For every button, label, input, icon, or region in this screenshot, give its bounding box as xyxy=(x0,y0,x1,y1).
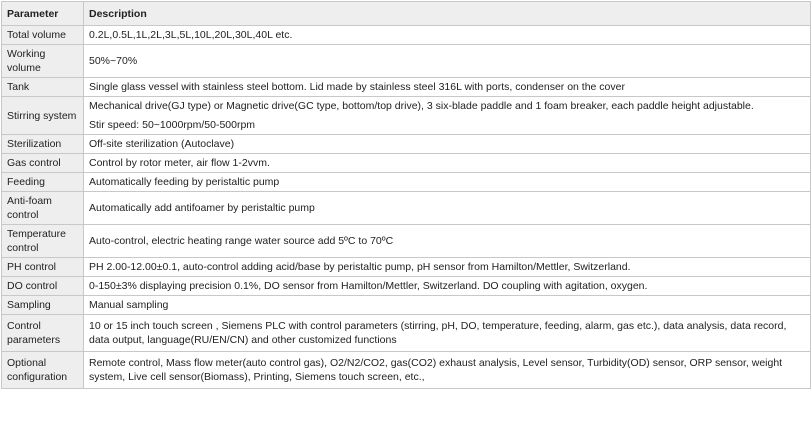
description-cell xyxy=(84,26,811,45)
description-cell xyxy=(84,45,811,78)
parameter-cell: Sampling xyxy=(2,296,84,315)
spec-table xyxy=(1,1,811,389)
description-cell xyxy=(84,352,811,389)
table-row xyxy=(2,192,811,225)
table-row xyxy=(2,135,811,154)
parameter-cell: Tank xyxy=(2,78,84,97)
description-cell xyxy=(84,258,811,277)
parameter-cell: Feeding xyxy=(2,173,84,192)
description-cell xyxy=(84,135,811,154)
description-cell xyxy=(84,78,811,97)
description-line: 10 or 15 inch touch screen , Siemens PLC with control parameters (stirring, pH, DO, temperature, feeding, alarm, gas etc.), data analysis, data record, data output, language(RU/EN/CN) and other customized functions xyxy=(89,320,787,346)
description-line: Single glass vessel with stainless steel bottom. Lid made by stainless steel 316L with ports, condenser on the cover xyxy=(89,81,625,93)
description-line: Auto-control, electric heating range water source add 5ºC to 70ºC xyxy=(89,235,394,247)
table-row xyxy=(2,225,811,258)
parameter-cell: Sterilization xyxy=(2,135,84,154)
description-line: 0.2L,0.5L,1L,2L,3L,5L,10L,20L,30L,40L etc. xyxy=(89,29,293,41)
description-line: Mechanical drive(GJ type) or Magnetic drive(GC type, bottom/top drive), 3 six-blade paddle and 1 foam breaker, each paddle height adjustable. xyxy=(89,100,754,112)
table-row xyxy=(2,296,811,315)
table-row xyxy=(2,315,811,352)
table-row xyxy=(2,78,811,97)
table-row xyxy=(2,45,811,78)
table-row xyxy=(2,173,811,192)
header-description: Description xyxy=(84,2,811,26)
parameter-cell: Total volume xyxy=(2,26,84,45)
parameter-cell: Temperature control xyxy=(2,225,84,258)
table-row xyxy=(2,154,811,173)
header-row xyxy=(2,2,811,26)
description-line: PH 2.00-12.00±0.1, auto-control adding acid/base by peristaltic pump, pH sensor from Hamilton/Mettler, Switzerland. xyxy=(89,261,631,273)
description-cell xyxy=(84,296,811,315)
description-line: Automatically feeding by peristaltic pump xyxy=(89,176,280,188)
header-parameter: Parameter xyxy=(2,2,84,26)
description-line: Stir speed: 50~1000rpm/50-500rpm xyxy=(89,119,256,131)
parameter-cell: Gas control xyxy=(2,154,84,173)
parameter-cell: Optional configuration xyxy=(2,352,84,389)
parameter-cell: Anti-foam control xyxy=(2,192,84,225)
description-cell xyxy=(84,192,811,225)
description-line: Automatically add antifoamer by peristaltic pump xyxy=(89,202,315,214)
description-line: 50%~70% xyxy=(89,55,138,67)
description-cell xyxy=(84,315,811,352)
parameter-cell: PH control xyxy=(2,258,84,277)
parameter-cell: Control parameters xyxy=(2,315,84,352)
table-row xyxy=(2,97,811,135)
description-cell xyxy=(84,173,811,192)
parameter-cell: Stirring system xyxy=(2,97,84,135)
description-cell xyxy=(84,277,811,296)
description-line: 0-150±3% displaying precision 0.1%, DO sensor from Hamilton/Mettler, Switzerland. DO coupling with agitation, oxygen. xyxy=(89,280,648,292)
description-line: Manual sampling xyxy=(89,299,169,311)
description-cell xyxy=(84,97,811,135)
table-row xyxy=(2,352,811,389)
parameter-cell: DO control xyxy=(2,277,84,296)
description-cell xyxy=(84,225,811,258)
table-row xyxy=(2,258,811,277)
description-line: Remote control, Mass flow meter(auto control gas), O2/N2/CO2, gas(CO2) exhaust analysis, Level sensor, Turbidity(OD) sensor, ORP sensor, weight system, Live cell sensor(Biomass), Printing, Siemens touch screen, etc., xyxy=(89,357,783,383)
description-line: Control by rotor meter, air flow 1-2vvm. xyxy=(89,157,270,169)
parameter-cell: Working volume xyxy=(2,45,84,78)
description-cell xyxy=(84,154,811,173)
table-row xyxy=(2,277,811,296)
description-line: Off-site sterilization (Autoclave) xyxy=(89,138,235,150)
table-row xyxy=(2,26,811,45)
